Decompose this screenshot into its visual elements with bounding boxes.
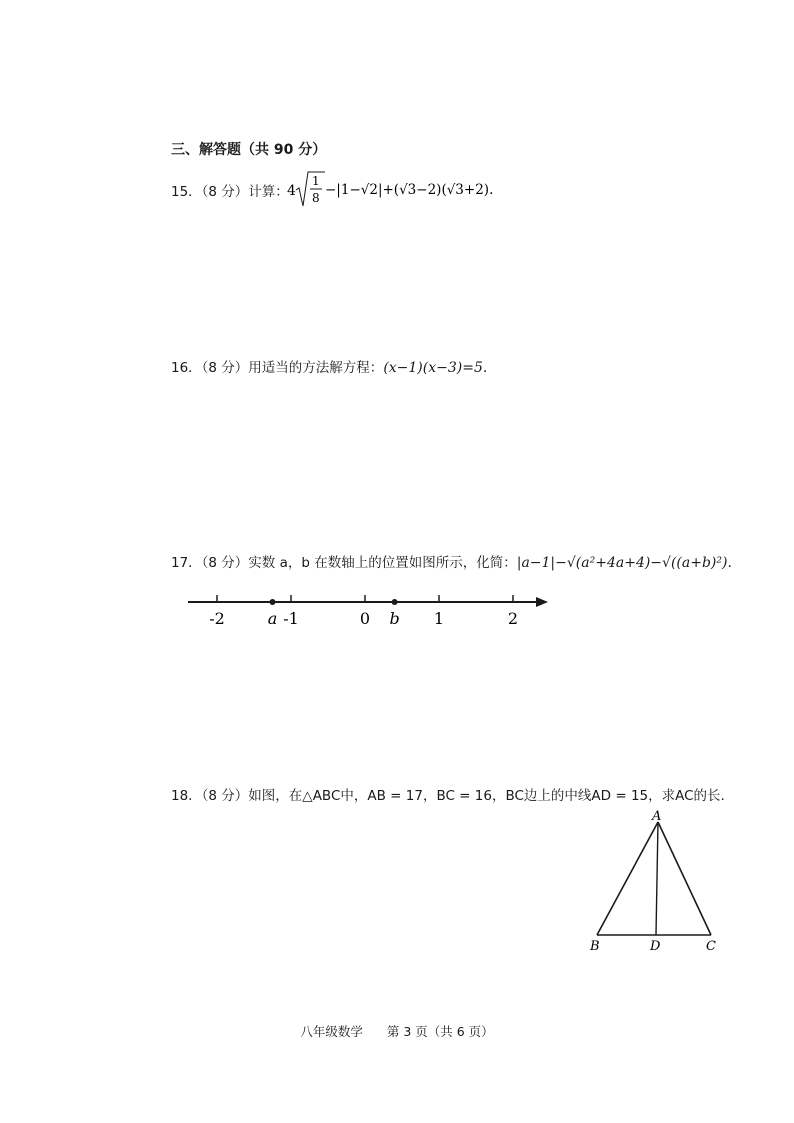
number-line — [180, 588, 560, 634]
coefficient: 4 — [287, 183, 296, 199]
number-line-arrow — [536, 597, 548, 607]
fraction-numerator: 1 — [312, 174, 320, 188]
question-16-equation: (x−1)(x−3)=5. — [383, 360, 488, 376]
number-line-point-a — [270, 599, 276, 605]
section-title: 三、解答题（共 90 分） — [171, 142, 327, 158]
question-18 — [171, 784, 725, 804]
question-17-label: 17．（8 分）实数 a，b 在数轴上的位置如图所示，化简： — [171, 555, 517, 571]
footer-page-number: 第 3 页（共 6 页） — [386, 1024, 494, 1039]
number-line-tick-label: 0 — [359, 609, 371, 628]
point-label-d: D — [650, 939, 661, 954]
median-ad — [656, 822, 658, 935]
number-line-tick-label: 2 — [507, 609, 519, 628]
number-line-tick-label: -1 — [283, 609, 299, 628]
question-15 — [171, 180, 289, 200]
segment-ab — [597, 822, 658, 935]
vertex-label-c: C — [706, 939, 716, 954]
fraction-denominator: 8 — [312, 191, 320, 205]
expression-rest: −|1−√2|+(√3−2)(√3+2). — [325, 182, 494, 198]
question-17 — [171, 551, 732, 571]
question-17-expression: |a−1|−√(a²+4a+4)−√((a+b)²). — [516, 555, 732, 571]
number-line-tick-label: -2 — [209, 609, 225, 628]
page-footer — [0, 1022, 794, 1040]
vertex-label-b: B — [590, 939, 600, 954]
segment-ac — [658, 822, 711, 935]
number-line-tick-label: 1 — [433, 609, 445, 628]
question-18-text: 18．（8 分）如图，在△ABC中，AB = 17，BC = 16，BC边上的中线AD = 15，求AC的长. — [171, 788, 725, 804]
question-15-expression — [287, 168, 527, 212]
triangle-figure — [582, 808, 732, 958]
number-line-point-label-b: b — [389, 609, 400, 628]
footer-subject: 八年级数学 — [300, 1024, 363, 1039]
question-15-label: 15．（8 分）计算： — [171, 184, 289, 200]
question-16 — [171, 356, 487, 376]
number-line-point-b — [392, 599, 398, 605]
vertex-label-a: A — [652, 809, 662, 824]
number-line-point-label-a: a — [267, 609, 278, 628]
question-16-label: 16．（8 分）用适当的方法解方程： — [171, 360, 384, 376]
